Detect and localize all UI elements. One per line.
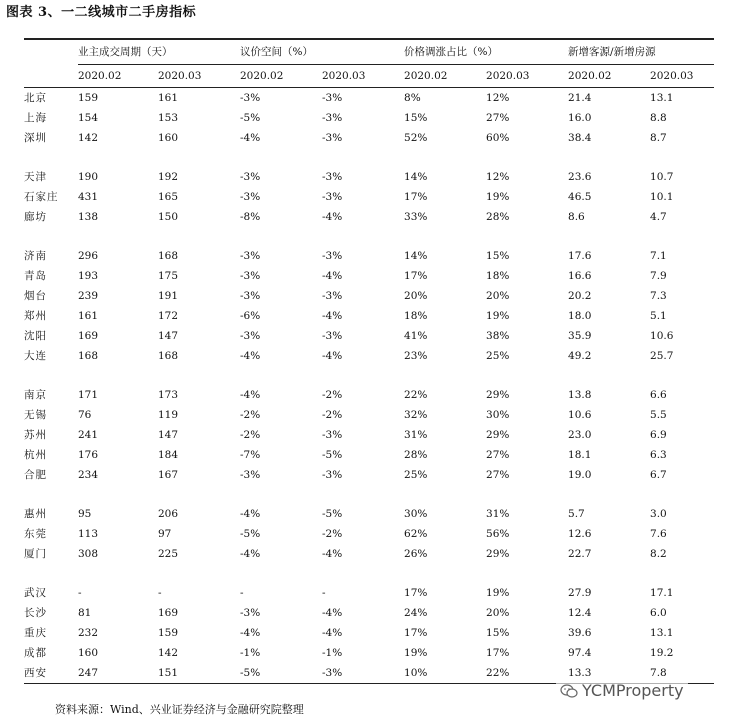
value-cell: 169 xyxy=(158,607,179,619)
value-cell: 5.7 xyxy=(568,508,585,520)
value-cell: 7.9 xyxy=(650,270,667,282)
value-cell: 161 xyxy=(158,92,179,104)
value-cell: -4% xyxy=(322,270,343,282)
value-cell: -2% xyxy=(322,528,343,540)
value-cell: 10.6 xyxy=(568,409,592,421)
city-cell: 上海 xyxy=(24,112,47,124)
group-header-transaction-cycle: 业主成交周期（天） xyxy=(78,39,240,65)
value-cell: 10.1 xyxy=(650,191,674,203)
value-cell: -2% xyxy=(322,389,343,401)
value-cell: 41% xyxy=(404,330,428,342)
value-cell: 10.6 xyxy=(650,330,674,342)
table-row xyxy=(24,286,714,306)
value-cell: -3% xyxy=(322,429,343,441)
value-cell: - xyxy=(322,587,326,599)
value-cell: 16.0 xyxy=(568,112,592,124)
value-cell: 172 xyxy=(158,310,179,322)
city-cell: 大连 xyxy=(24,350,47,362)
value-cell: 20% xyxy=(486,290,510,302)
value-cell: 168 xyxy=(158,250,179,262)
value-cell: 154 xyxy=(78,112,99,124)
city-cell: 深圳 xyxy=(24,132,47,144)
value-cell: 35.9 xyxy=(568,330,592,342)
table-row xyxy=(24,326,714,346)
value-cell: -3% xyxy=(240,290,261,302)
value-cell: 190 xyxy=(78,171,99,183)
value-cell: -4% xyxy=(322,627,343,639)
table-row xyxy=(24,88,714,109)
table-row xyxy=(24,167,714,187)
value-cell: 8.7 xyxy=(650,132,667,144)
value-cell: 29% xyxy=(486,548,510,560)
value-cell: 97.4 xyxy=(568,647,592,659)
value-cell: 28% xyxy=(486,211,510,223)
value-cell: 30% xyxy=(486,409,510,421)
block-spacer xyxy=(24,564,714,583)
value-cell: 142 xyxy=(78,132,99,144)
value-cell: 168 xyxy=(158,350,179,362)
value-cell: -3% xyxy=(322,469,343,481)
value-cell: 119 xyxy=(158,409,179,421)
value-cell: 13.8 xyxy=(568,389,592,401)
value-cell: 29% xyxy=(486,429,510,441)
value-cell: 16.6 xyxy=(568,270,592,282)
value-cell: 97 xyxy=(158,528,172,540)
housing-indicators-table xyxy=(24,38,714,684)
city-cell: 无锡 xyxy=(24,409,47,421)
value-cell: -5% xyxy=(240,663,322,684)
value-cell: -4% xyxy=(240,350,261,362)
value-cell: 15% xyxy=(486,250,510,262)
value-cell: -4% xyxy=(240,548,261,560)
city-cell: 石家庄 xyxy=(24,191,59,203)
value-cell: 4.7 xyxy=(650,211,667,223)
value-cell: 21.4 xyxy=(568,92,592,104)
value-cell: 165 xyxy=(158,191,179,203)
value-cell: 22.7 xyxy=(568,548,592,560)
value-cell: 175 xyxy=(158,270,179,282)
value-cell: 15% xyxy=(486,627,510,639)
city-cell: 郑州 xyxy=(24,310,47,322)
table-period-header xyxy=(24,65,714,88)
table-row xyxy=(24,643,714,663)
value-cell: 31% xyxy=(404,429,428,441)
value-cell: -5% xyxy=(240,112,261,124)
value-cell: 239 xyxy=(78,290,99,302)
value-cell: 138 xyxy=(78,211,99,223)
table-row xyxy=(24,108,714,128)
block-spacer xyxy=(24,366,714,385)
value-cell: 19% xyxy=(404,647,428,659)
value-cell: -3% xyxy=(240,250,261,262)
value-cell: 308 xyxy=(78,548,99,560)
value-cell: 17% xyxy=(486,647,510,659)
value-cell: - xyxy=(158,587,162,599)
value-cell: 7.3 xyxy=(650,290,667,302)
value-cell: 27.9 xyxy=(568,587,592,599)
value-cell: 6.6 xyxy=(650,389,667,401)
city-cell: 济南 xyxy=(24,250,47,262)
value-cell: 3.0 xyxy=(650,508,667,520)
value-cell: 17% xyxy=(404,191,428,203)
city-cell: 惠州 xyxy=(24,508,47,520)
table-row xyxy=(24,385,714,405)
value-cell: 6.0 xyxy=(650,607,667,619)
table-row xyxy=(24,465,714,485)
value-cell: 176 xyxy=(78,449,99,461)
value-cell: 49.2 xyxy=(568,350,592,362)
city-cell: 重庆 xyxy=(24,627,47,639)
value-cell: 19.2 xyxy=(650,647,674,659)
value-cell: 168 xyxy=(78,350,99,362)
value-cell: -3% xyxy=(322,663,404,684)
value-cell: 52% xyxy=(404,132,428,144)
value-cell: 26% xyxy=(404,548,428,560)
table-row xyxy=(24,445,714,465)
value-cell: 18.1 xyxy=(568,449,592,461)
table-row xyxy=(24,425,714,445)
wechat-icon xyxy=(560,684,578,698)
value-cell: -4% xyxy=(322,548,343,560)
value-cell: 22% xyxy=(486,663,568,684)
table-body xyxy=(24,88,714,684)
value-cell: - xyxy=(240,587,244,599)
value-cell: 6.7 xyxy=(650,469,667,481)
table-row xyxy=(24,405,714,425)
value-cell: 62% xyxy=(404,528,428,540)
value-cell: -4% xyxy=(240,627,261,639)
value-cell: 22% xyxy=(404,389,428,401)
city-cell: 南京 xyxy=(24,389,47,401)
value-cell: -3% xyxy=(240,330,261,342)
value-cell: -3% xyxy=(240,92,261,104)
table-row xyxy=(24,207,714,227)
value-cell: -3% xyxy=(322,171,343,183)
value-cell: 8.6 xyxy=(568,211,585,223)
city-cell: 成都 xyxy=(24,647,47,659)
table-row xyxy=(24,246,714,266)
value-cell: 153 xyxy=(158,112,179,124)
table-row xyxy=(24,524,714,544)
value-cell: -4% xyxy=(240,132,261,144)
value-cell: -8% xyxy=(240,211,261,223)
value-cell: 232 xyxy=(78,627,99,639)
period-header: 2020.03 xyxy=(158,65,240,88)
value-cell: -3% xyxy=(322,191,343,203)
value-cell: 161 xyxy=(78,310,99,322)
value-cell: 10% xyxy=(404,663,486,684)
value-cell: 147 xyxy=(158,330,179,342)
value-cell: 14% xyxy=(404,250,428,262)
value-cell: 159 xyxy=(78,92,99,104)
value-cell: 193 xyxy=(78,270,99,282)
value-cell: 12% xyxy=(486,92,510,104)
value-cell: 24% xyxy=(404,607,428,619)
period-header: 2020.03 xyxy=(322,65,404,88)
value-cell: -3% xyxy=(240,270,261,282)
period-header: 2020.03 xyxy=(486,65,568,88)
value-cell: 113 xyxy=(78,528,99,540)
city-cell: 沈阳 xyxy=(24,330,47,342)
value-cell: 6.3 xyxy=(650,449,667,461)
table-group-header xyxy=(24,39,714,65)
city-cell: 烟台 xyxy=(24,290,47,302)
value-cell: - xyxy=(78,587,82,599)
value-cell: -5% xyxy=(322,508,343,520)
value-cell: -3% xyxy=(322,92,343,104)
group-header-bargain-space: 议价空间（%） xyxy=(240,39,404,65)
value-cell: 169 xyxy=(78,330,99,342)
table-row xyxy=(24,544,714,564)
value-cell: 20% xyxy=(486,607,510,619)
value-cell: 27% xyxy=(486,469,510,481)
value-cell: 296 xyxy=(78,250,99,262)
value-cell: 17.6 xyxy=(568,250,592,262)
city-cell: 长沙 xyxy=(24,607,47,619)
city-cell: 北京 xyxy=(24,92,47,104)
value-cell: -2% xyxy=(240,409,261,421)
value-cell: 23.0 xyxy=(568,429,592,441)
value-cell: 81 xyxy=(78,607,92,619)
value-cell: 142 xyxy=(158,647,179,659)
value-cell: -5% xyxy=(240,528,261,540)
value-cell: -3% xyxy=(322,330,343,342)
value-cell: 234 xyxy=(78,469,99,481)
period-header: 2020.02 xyxy=(568,65,650,88)
value-cell: 13.1 xyxy=(650,92,674,104)
value-cell: -3% xyxy=(322,112,343,124)
value-cell: 25% xyxy=(486,350,510,362)
value-cell: 8.2 xyxy=(650,548,667,560)
value-cell: 241 xyxy=(78,429,99,441)
value-cell: 13.1 xyxy=(650,627,674,639)
value-cell: 7.8 xyxy=(650,663,714,684)
table-row xyxy=(24,603,714,623)
value-cell: -3% xyxy=(322,132,343,144)
value-cell: -7% xyxy=(240,449,261,461)
table-row xyxy=(24,306,714,326)
watermark xyxy=(556,681,688,700)
value-cell: 25% xyxy=(404,469,428,481)
value-cell: 39.6 xyxy=(568,627,592,639)
table-row xyxy=(24,187,714,207)
value-cell: 33% xyxy=(404,211,428,223)
source-note: 资料来源：Wind、兴业证券经济与金融研究院整理 xyxy=(55,703,304,716)
value-cell: 17.1 xyxy=(650,587,674,599)
value-cell: 19% xyxy=(486,587,510,599)
value-cell: 17% xyxy=(404,270,428,282)
city-header xyxy=(24,39,78,65)
value-cell: 32% xyxy=(404,409,428,421)
value-cell: 147 xyxy=(158,429,179,441)
group-header-buyer-listing-ratio: 新增客源/新增房源 xyxy=(568,39,714,65)
city-cell: 武汉 xyxy=(24,587,47,599)
watermark-text: YCMProperty xyxy=(582,681,684,700)
table-row xyxy=(24,583,714,603)
value-cell: -5% xyxy=(322,449,343,461)
value-cell: 30% xyxy=(404,508,428,520)
value-cell: 60% xyxy=(486,132,510,144)
value-cell: 151 xyxy=(158,663,240,684)
city-cell: 青岛 xyxy=(24,270,47,282)
value-cell: 7.1 xyxy=(650,250,667,262)
value-cell: 27% xyxy=(486,449,510,461)
value-cell: 76 xyxy=(78,409,92,421)
value-cell: 8.8 xyxy=(650,112,667,124)
value-cell: -4% xyxy=(240,508,261,520)
value-cell: -3% xyxy=(240,607,261,619)
block-spacer xyxy=(24,227,714,246)
city-cell: 天津 xyxy=(24,171,47,183)
value-cell: 167 xyxy=(158,469,179,481)
value-cell: 46.5 xyxy=(568,191,592,203)
table-row xyxy=(24,504,714,524)
value-cell: 191 xyxy=(158,290,179,302)
table-row xyxy=(24,623,714,643)
value-cell: 27% xyxy=(486,112,510,124)
city-cell: 西安 xyxy=(24,663,78,684)
value-cell: 23.6 xyxy=(568,171,592,183)
value-cell: 8% xyxy=(404,92,421,104)
value-cell: 173 xyxy=(158,389,179,401)
value-cell: 184 xyxy=(158,449,179,461)
city-cell: 东莞 xyxy=(24,528,47,540)
value-cell: 19.0 xyxy=(568,469,592,481)
period-header: 2020.02 xyxy=(240,65,322,88)
value-cell: -4% xyxy=(322,310,343,322)
period-header: 2020.02 xyxy=(78,65,158,88)
value-cell: 12% xyxy=(486,171,510,183)
value-cell: 25.7 xyxy=(650,350,674,362)
value-cell: 15% xyxy=(404,112,428,124)
value-cell: 159 xyxy=(158,627,179,639)
value-cell: 171 xyxy=(78,389,99,401)
value-cell: 19% xyxy=(486,310,510,322)
value-cell: 192 xyxy=(158,171,179,183)
value-cell: 14% xyxy=(404,171,428,183)
block-spacer xyxy=(24,148,714,167)
city-cell: 杭州 xyxy=(24,449,47,461)
value-cell: -3% xyxy=(240,469,261,481)
value-cell: 160 xyxy=(78,647,99,659)
value-cell: 23% xyxy=(404,350,428,362)
value-cell: 247 xyxy=(78,663,158,684)
city-cell: 合肥 xyxy=(24,469,47,481)
value-cell: 20.2 xyxy=(568,290,592,302)
value-cell: 56% xyxy=(486,528,510,540)
value-cell: 19% xyxy=(486,191,510,203)
period-header: 2020.03 xyxy=(650,65,714,88)
value-cell: -2% xyxy=(322,409,343,421)
value-cell: 206 xyxy=(158,508,179,520)
value-cell: -4% xyxy=(322,607,343,619)
table-row xyxy=(24,128,714,148)
value-cell: 17% xyxy=(404,627,428,639)
figure-title: 图表 3、一二线城市二手房指标 xyxy=(6,5,197,20)
value-cell: 31% xyxy=(486,508,510,520)
value-cell: -2% xyxy=(240,429,261,441)
value-cell: 18% xyxy=(404,310,428,322)
value-cell: -4% xyxy=(322,350,343,362)
city-cell: 廊坊 xyxy=(24,211,47,223)
value-cell: 13.3 xyxy=(568,663,650,684)
table-row xyxy=(24,266,714,286)
value-cell: 38% xyxy=(486,330,510,342)
value-cell: 160 xyxy=(158,132,179,144)
value-cell: 5.5 xyxy=(650,409,667,421)
value-cell: 6.9 xyxy=(650,429,667,441)
value-cell: 150 xyxy=(158,211,179,223)
city-cell: 苏州 xyxy=(24,429,47,441)
value-cell: 18% xyxy=(486,270,510,282)
value-cell: -3% xyxy=(240,171,261,183)
value-cell: 12.4 xyxy=(568,607,592,619)
value-cell: 225 xyxy=(158,548,179,560)
period-header: 2020.02 xyxy=(404,65,486,88)
value-cell: -1% xyxy=(322,647,343,659)
value-cell: 29% xyxy=(486,389,510,401)
value-cell: 95 xyxy=(78,508,92,520)
value-cell: 20% xyxy=(404,290,428,302)
value-cell: -1% xyxy=(240,647,261,659)
value-cell: 12.6 xyxy=(568,528,592,540)
city-cell: 厦门 xyxy=(24,548,47,560)
value-cell: 18.0 xyxy=(568,310,592,322)
value-cell: 7.6 xyxy=(650,528,667,540)
table-row xyxy=(24,346,714,366)
value-cell: -3% xyxy=(322,290,343,302)
value-cell: -4% xyxy=(322,211,343,223)
value-cell: 38.4 xyxy=(568,132,592,144)
block-spacer xyxy=(24,485,714,504)
value-cell: -6% xyxy=(240,310,261,322)
value-cell: 28% xyxy=(404,449,428,461)
value-cell: 431 xyxy=(78,191,99,203)
value-cell: -3% xyxy=(322,250,343,262)
value-cell: 17% xyxy=(404,587,428,599)
value-cell: -3% xyxy=(240,191,261,203)
value-cell: 5.1 xyxy=(650,310,667,322)
group-header-price-rise-ratio: 价格调涨占比（%） xyxy=(404,39,568,65)
value-cell: 10.7 xyxy=(650,171,674,183)
value-cell: -4% xyxy=(240,389,261,401)
